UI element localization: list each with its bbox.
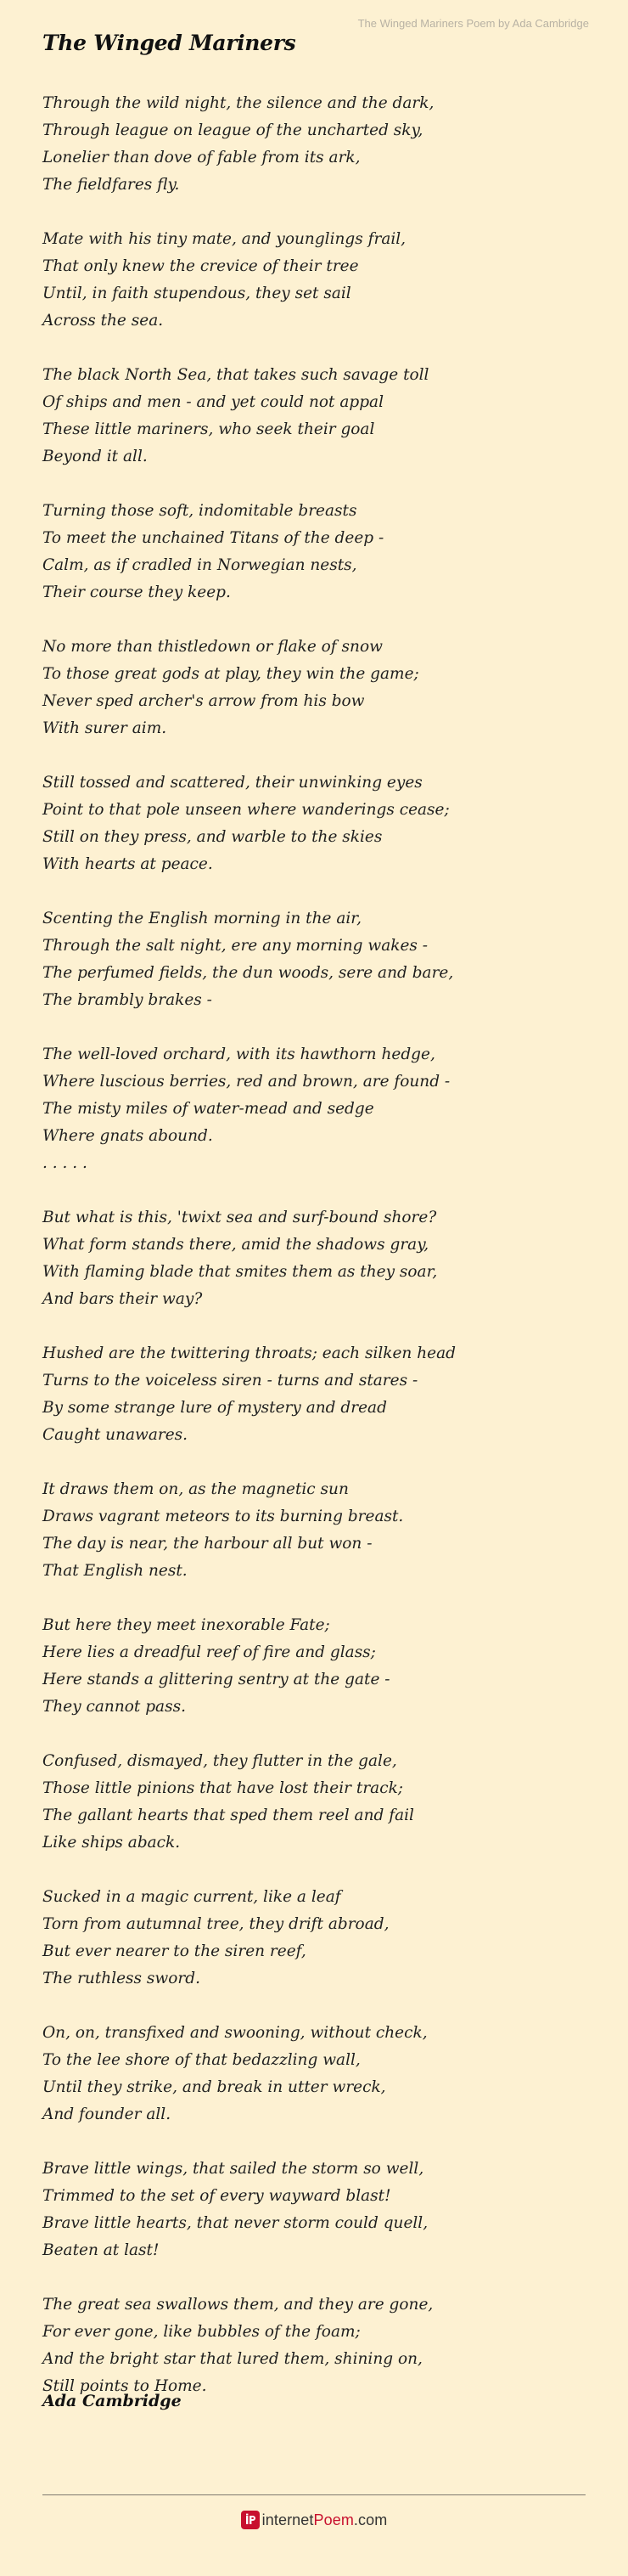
- poem-line: What form stands there, amid the shadows gray,: [42, 1236, 429, 1254]
- poem-line: Confused, dismayed, they flutter in the gale,: [42, 1752, 397, 1770]
- stanza: [42, 1748, 603, 1857]
- stanza: [42, 498, 603, 606]
- site-logo-text: [262, 2511, 388, 2529]
- poem-line: Beaten at last!: [42, 2241, 160, 2259]
- poem-line: Point to that pole unseen where wanderings cease;: [42, 801, 450, 819]
- poem-line: And bars their way?: [42, 1290, 203, 1308]
- stanza: [42, 634, 603, 742]
- poem-line: For ever gone, like bubbles of the foam;: [42, 2323, 361, 2341]
- poem-line: Here lies a dreadful reef of fire and glass;: [42, 1643, 376, 1661]
- poem-line: Scenting the English morning in the air,: [42, 910, 362, 927]
- stanza: [42, 2291, 603, 2400]
- poem-line: Sucked in a magic current, like a leaf: [42, 1888, 341, 1906]
- poem-line: But ever nearer to the siren reef,: [42, 1942, 306, 1960]
- footer-divider: [42, 2494, 586, 2495]
- poem-line: And founder all.: [42, 2105, 171, 2123]
- poem-line: Here stands a glittering sentry at the gate -: [42, 1671, 390, 1688]
- poem-line: Still on they press, and warble to the skies: [42, 828, 383, 846]
- stanza: [42, 1884, 603, 1993]
- stanza: [42, 1476, 603, 1585]
- poem-line: Where gnats abound.: [42, 1127, 213, 1145]
- poem-line: Hushed are the twittering throats; each silken head: [42, 1344, 456, 1362]
- poem-line: The great sea swallows them, and they are gone,: [42, 2296, 434, 2314]
- poem-line: Their course they keep.: [42, 583, 231, 601]
- stanza: [42, 226, 603, 335]
- poem-line: Brave little wings, that sailed the storm so well,: [42, 2160, 424, 2178]
- stanza: [42, 2020, 603, 2128]
- poem-line: No more than thistledown or flake of snow: [42, 638, 383, 656]
- poem-author[interactable]: Ada Cambridge: [42, 2392, 182, 2410]
- poem-line: The misty miles of water-mead and sedge: [42, 1100, 374, 1118]
- poem-line: They cannot pass.: [42, 1698, 186, 1716]
- poem-line: By some strange lure of mystery and dread: [42, 1399, 387, 1417]
- stanza: [42, 905, 603, 1014]
- poem-line: Never sped archer's arrow from his bow: [42, 692, 365, 710]
- stanza: [42, 1041, 603, 1177]
- poem-line: . . . . .: [42, 1154, 87, 1172]
- stanza: [42, 90, 603, 199]
- logo-prefix: internet: [261, 2511, 314, 2528]
- poem-body: [42, 90, 603, 2427]
- poem-line: Draws vagrant meteors to its burning breast.: [42, 1508, 404, 1525]
- page-header-note: The Winged Mariners Poem by Ada Cambridge: [357, 17, 589, 30]
- poem-line: The ruthless sword.: [42, 1970, 200, 1987]
- stanza: [42, 362, 603, 471]
- stanza: [42, 1340, 603, 1449]
- poem-line: The brambly brakes -: [42, 991, 212, 1009]
- poem-line: The well-loved orchard, with its hawthorn hedge,: [42, 1046, 435, 1063]
- poem-line: Torn from autumnal tree, they drift abroad,: [42, 1915, 390, 1933]
- poem-line: With flaming blade that smites them as they soar,: [42, 1263, 438, 1281]
- poem-line: Through league on league of the uncharted sky,: [42, 121, 423, 139]
- poem-line: Mate with his tiny mate, and younglings frail,: [42, 230, 407, 248]
- poem-line: Still points to Home.: [42, 2377, 207, 2395]
- poem-line: The day is near, the harbour all but won -: [42, 1535, 373, 1553]
- poem-line: But here they meet inexorable Fate;: [42, 1616, 330, 1634]
- poem-line: With hearts at peace.: [42, 855, 213, 873]
- stanza: [42, 1204, 603, 1313]
- poem-line: On, on, transfixed and swooning, without check,: [42, 2024, 428, 2042]
- poem-line: Those little pinions that have lost their track;: [42, 1779, 404, 1797]
- poem-line: And the bright star that lured them, shining on,: [42, 2350, 423, 2368]
- poem-line: Brave little hearts, that never storm could quell,: [42, 2214, 429, 2232]
- poem-line: That only knew the crevice of their tree: [42, 257, 359, 275]
- poem-line: Of ships and men - and yet could not appal: [42, 393, 384, 411]
- site-logo[interactable]: [0, 2511, 628, 2529]
- poem-line: The perfumed fields, the dun woods, sere and bare,: [42, 964, 454, 982]
- poem-line: Until they strike, and break in utter wreck,: [42, 2078, 386, 2096]
- poem-line: Trimmed to the set of every wayward blast!: [42, 2187, 391, 2205]
- poem-line: Beyond it all.: [42, 448, 148, 465]
- poem-line: Through the salt night, ere any morning wakes -: [42, 937, 429, 955]
- poem-line: Turns to the voiceless siren - turns and stares -: [42, 1372, 418, 1389]
- poem-line: Calm, as if cradled in Norwegian nests,: [42, 556, 357, 574]
- poem-line: The black North Sea, that takes such savage toll: [42, 366, 429, 384]
- poem-line: To meet the unchained Titans of the deep -: [42, 529, 384, 547]
- poem-line: These little mariners, who seek their goal: [42, 420, 375, 438]
- poem-line: Where luscious berries, red and brown, are found -: [42, 1073, 451, 1091]
- poem-line: Across the sea.: [42, 312, 164, 330]
- poem-line: The gallant hearts that sped them reel and fail: [42, 1807, 414, 1824]
- poem-line: The fieldfares fly.: [42, 176, 180, 194]
- poem-line: Like ships aback.: [42, 1834, 181, 1852]
- logo-suffix: .com: [353, 2511, 388, 2528]
- poem-line: Caught unawares.: [42, 1426, 188, 1444]
- stanza: [42, 1612, 603, 1721]
- poem-line: It draws them on, as the magnetic sun: [42, 1480, 349, 1498]
- stanza: [42, 2156, 603, 2264]
- stanza: [42, 769, 603, 878]
- poem-line: Still tossed and scattered, their unwinking eyes: [42, 774, 423, 792]
- poem-line: But what is this, 'twixt sea and surf-bound shore?: [42, 1209, 437, 1226]
- poem-line: That English nest.: [42, 1562, 188, 1580]
- poem-line: To those great gods at play, they win the game;: [42, 665, 419, 683]
- logo-accent: Poem: [313, 2511, 354, 2528]
- poem-title: The Winged Mariners: [42, 31, 296, 55]
- poem-line: Through the wild night, the silence and the dark,: [42, 94, 435, 112]
- ip-logo-icon: [241, 2511, 260, 2529]
- poem-line: To the lee shore of that bedazzling wall,: [42, 2051, 361, 2069]
- poem-line: Until, in faith stupendous, they set sail: [42, 285, 351, 302]
- poem-line: With surer aim.: [42, 719, 167, 737]
- poem-line: Lonelier than dove of fable from its ark,: [42, 149, 361, 166]
- poem-line: Turning those soft, indomitable breasts: [42, 502, 357, 520]
